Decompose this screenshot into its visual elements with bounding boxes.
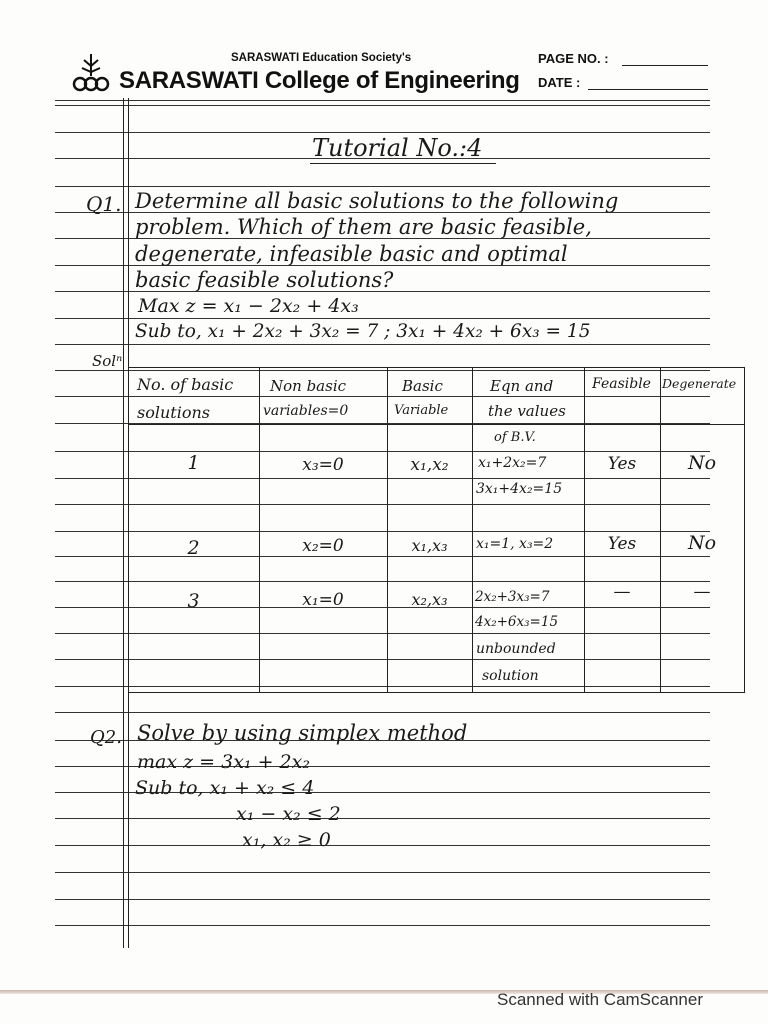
header-eqn-3: of B.V. (494, 430, 536, 445)
ruled-line (55, 396, 710, 397)
row3-eqn-2: 4x₂+6x₃=15 (475, 614, 559, 630)
q2-constraint-2: x₁ − x₂ ≤ 2 (236, 803, 341, 825)
header-nonbasic-1: Non basic (270, 377, 347, 395)
ruled-line (55, 344, 710, 345)
date-blank (588, 89, 708, 90)
row2-feasible: Yes (607, 534, 637, 554)
ruled-line (55, 531, 710, 532)
q1-line-3: degenerate, infeasible basic and optimal (135, 242, 568, 266)
row1-eqn-1: x₁+2x₂=7 (478, 455, 547, 471)
ruled-line (55, 478, 710, 479)
ruled-line (55, 633, 710, 634)
q1-constraints: Sub to, x₁ + 2x₂ + 3x₂ = 7 ; 3x₁ + 4x₂ + 6x₃ = 15 (135, 321, 591, 342)
ruled-line (55, 925, 710, 926)
row3-eqn-4: solution (482, 668, 539, 684)
header-no-basic-2: solutions (137, 403, 210, 422)
header-no-basic-1: No. of basic (137, 375, 234, 394)
ruled-line (55, 818, 710, 819)
q1-line-1: Determine all basic solutions to the following (135, 189, 619, 213)
header-nonbasic-2: variables=0 (263, 403, 349, 419)
ruled-line (55, 318, 710, 319)
ruled-line (55, 504, 710, 505)
page-no-blank (622, 65, 708, 66)
ruled-line (55, 899, 710, 900)
row1-no: 1 (187, 452, 200, 474)
margin-line-2 (128, 98, 129, 948)
page-no-label: PAGE NO. : (538, 51, 609, 66)
ruled-line (55, 659, 710, 660)
q2-objective: max z = 3x₁ + 2x₂ (137, 751, 310, 773)
row3-nbv: x₁=0 (302, 590, 344, 610)
row2-bv: x₁,x₃ (411, 536, 448, 555)
camscanner-watermark: Scanned with CamScanner (497, 990, 704, 1009)
q2-constraint-1: Sub to, x₁ + x₂ ≤ 4 (135, 777, 315, 799)
ruled-line (55, 105, 710, 106)
header-feasible: Feasible (592, 376, 651, 392)
row3-feasible: — (613, 582, 631, 602)
q1-objective: Max z = x₁ − 2x₂ + 4x₃ (138, 295, 359, 317)
society-name: SARASWATI Education Society's (231, 52, 412, 64)
date-label: DATE : (538, 75, 581, 90)
tutorial-title: Tutorial No.:4 (312, 134, 483, 162)
ruled-line (55, 186, 710, 187)
header-degenerate: Degenerate (662, 376, 737, 391)
row1-degenerate: No (687, 452, 717, 474)
row1-eqn-2: 3x₁+4x₂=15 (476, 481, 563, 497)
college-logo (70, 50, 112, 96)
row2-degenerate: No (687, 532, 717, 554)
header-basic-1: Basic (402, 377, 443, 395)
q1-line-2: problem. Which of them are basic feasible, (135, 215, 592, 239)
solution-label: Solⁿ (92, 352, 123, 370)
row3-bv: x₂,x₃ (411, 590, 448, 609)
header-eqn-2: the values (488, 402, 566, 420)
ruled-line (55, 370, 710, 371)
q2-line-1: Solve by using simplex method (137, 721, 468, 745)
college-name: SARASWATI College of Engineering (119, 67, 520, 94)
ruled-line (55, 686, 710, 687)
ruled-line (55, 100, 710, 101)
row2-nbv: x₂=0 (302, 536, 344, 556)
header-eqn-1: Eqn and (490, 377, 554, 395)
q1-label: Q1. (86, 192, 122, 216)
row1-bv: x₁,x₂ (410, 455, 449, 475)
row2-eqn-1: x₁=1, x₃=2 (476, 536, 554, 552)
ruled-line (55, 712, 710, 713)
q2-nonnegativity: x₁, x₂ ≥ 0 (242, 829, 331, 851)
row3-degenerate: — (693, 582, 711, 602)
row1-feasible: Yes (607, 454, 637, 474)
header-basic-2: Variable (394, 403, 449, 418)
row3-no: 3 (187, 590, 200, 612)
ruled-line (55, 872, 710, 873)
q2-label: Q2. (90, 727, 122, 748)
q1-line-4: basic feasible solutions? (135, 268, 394, 292)
ruled-line (55, 132, 710, 133)
row3-eqn-1: 2x₂+3x₃=7 (475, 589, 550, 605)
row3-eqn-3: unbounded (476, 641, 556, 657)
margin-line-1 (123, 98, 124, 948)
title-underline (310, 163, 496, 164)
row2-no: 2 (187, 537, 200, 559)
row1-nbv: x₃=0 (302, 455, 344, 475)
ruled-line (55, 845, 710, 846)
